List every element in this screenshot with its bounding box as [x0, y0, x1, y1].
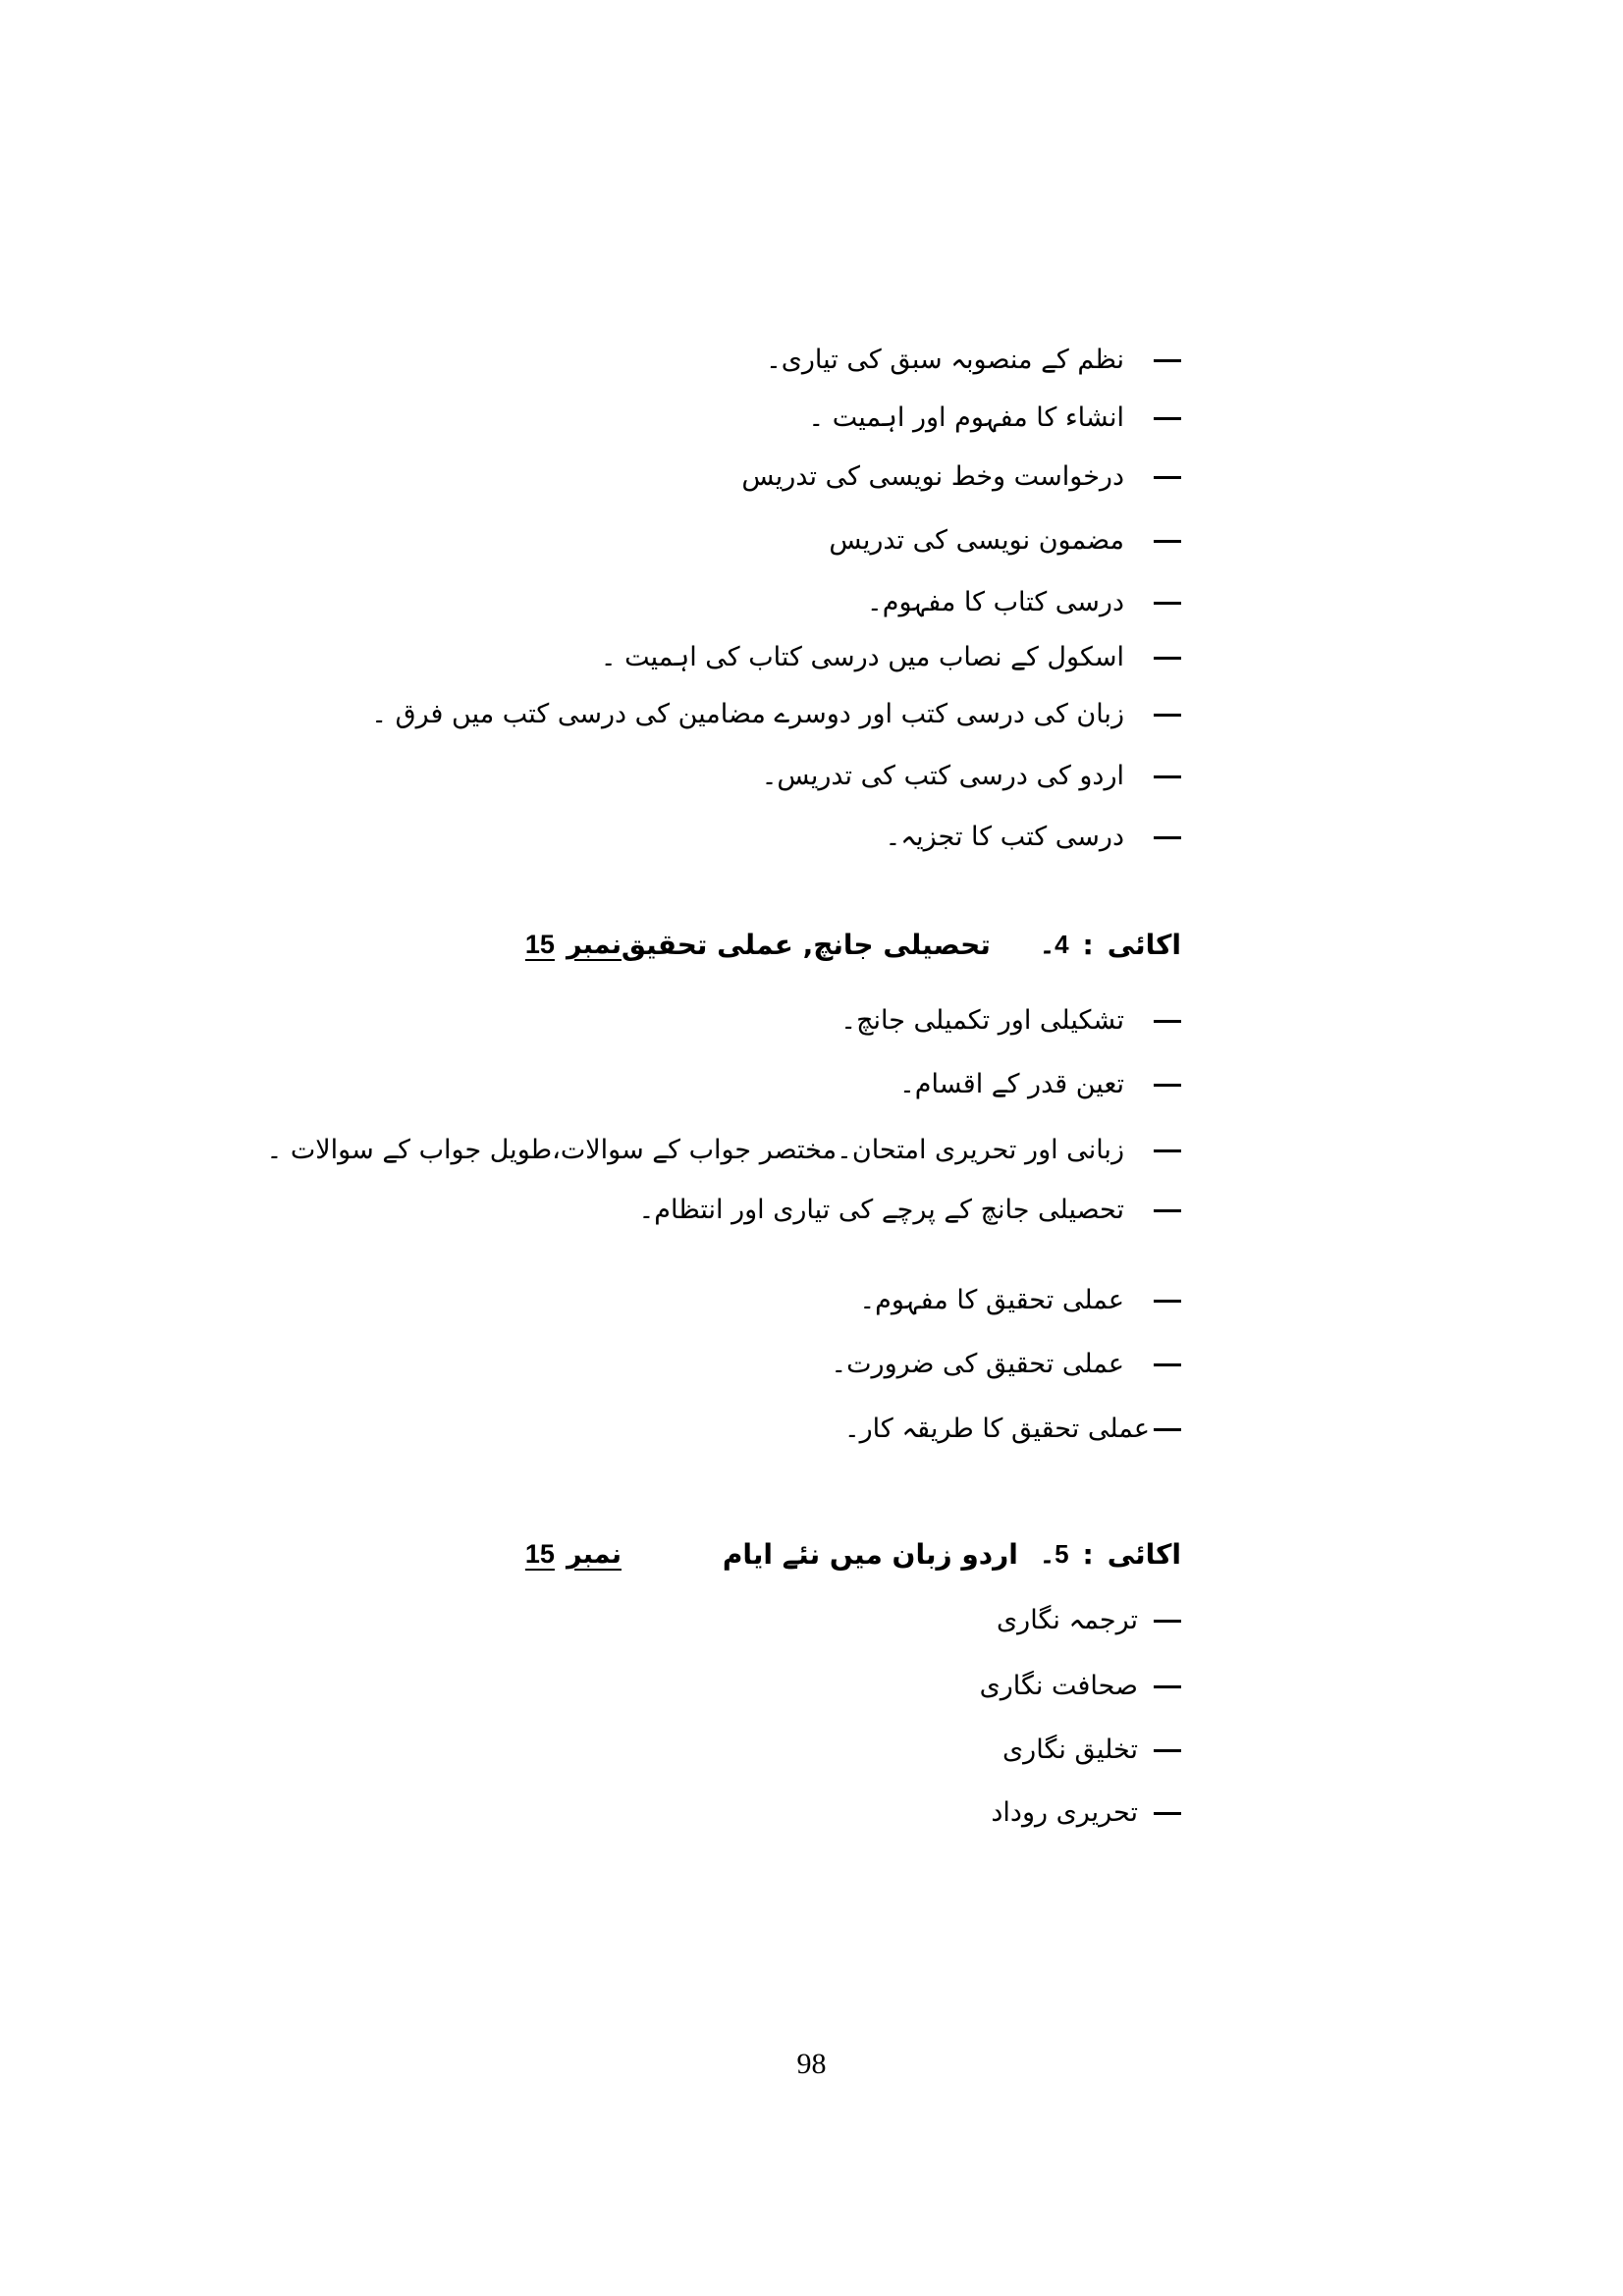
- dash-marker: [1154, 1363, 1181, 1366]
- dash-marker: [1154, 1209, 1181, 1212]
- dash-marker: [1154, 1428, 1181, 1431]
- list-item: [1002, 1721, 1181, 1780]
- list-item-text: عملی تحقیق کا مفہوم۔: [859, 1285, 1124, 1315]
- list-item-text: زبان کی درسی کتب اور دوسرے مضامین کی درسی کتب میں فرق ۔: [371, 699, 1124, 729]
- list-item: [829, 511, 1181, 570]
- unit-label: اکائی: [1107, 1537, 1181, 1571]
- dash-marker: [1154, 1620, 1181, 1623]
- list-item-text: تعین قدر کے اقسام۔: [898, 1069, 1124, 1099]
- unit-5-marks: [525, 1524, 622, 1583]
- dash-marker: [1154, 540, 1181, 543]
- list-item: [867, 573, 1181, 632]
- list-item-text: درخواست وخط نویسی کی تدریس: [741, 461, 1124, 492]
- dash-marker: [1154, 417, 1181, 420]
- list-item-text: مضمون نویسی کی تدریس: [829, 525, 1124, 556]
- list-item-text: صحافت نگاری: [979, 1671, 1138, 1701]
- list-item-text: ترجمہ نگاری: [997, 1605, 1138, 1635]
- dash-marker: [1154, 1685, 1181, 1688]
- list-item-text: تحصیلی جانچ کے پرچے کی تیاری اور انتظام۔: [638, 1195, 1124, 1225]
- list-item: [766, 331, 1181, 390]
- unit-colon: :: [1082, 1537, 1094, 1571]
- unit-label: اکائی: [1107, 928, 1181, 961]
- dash-marker: [1154, 476, 1181, 479]
- list-item-text: درسی کتاب کا مفہوم۔: [866, 587, 1124, 617]
- list-item: [601, 628, 1181, 687]
- list-item-text: عملی تحقیق کی ضرورت۔: [831, 1349, 1124, 1379]
- marks-value: 15: [524, 1538, 555, 1569]
- unit-title: اردو زبان میں نئے ایام: [722, 1537, 1018, 1571]
- unit-number: 4۔: [1039, 929, 1069, 959]
- list-item: [980, 1657, 1181, 1716]
- unit-colon: :: [1082, 928, 1094, 961]
- list-item-text: زبانی اور تحریری امتحان۔مختصر جواب کے سوالات،طویل جواب کے سوالات ۔: [266, 1135, 1124, 1165]
- marks-value: 15: [524, 929, 555, 959]
- list-item: [997, 1591, 1181, 1650]
- page-number: 98: [796, 2048, 827, 2080]
- list-item: [762, 747, 1181, 806]
- list-item: [371, 685, 1181, 744]
- list-item: [859, 1271, 1181, 1330]
- dash-marker: [1154, 775, 1181, 778]
- list-item: [638, 1181, 1181, 1240]
- marks-label: نمبر: [566, 1538, 622, 1570]
- list-item: [808, 389, 1181, 448]
- list-item-text: اسکول کے نصاب میں درسی کتاب کی اہمیت ۔: [600, 642, 1124, 672]
- dash-marker: [1154, 657, 1181, 660]
- list-item: [831, 1335, 1181, 1394]
- unit-4-marks: [525, 915, 622, 974]
- dash-marker: [1154, 1020, 1181, 1023]
- unit-4-title-group: [622, 915, 1181, 974]
- list-item-text: عملی تحقیق کا طریقہ کار۔: [843, 1414, 1150, 1444]
- list-item: [741, 448, 1181, 507]
- dash-marker: [1154, 602, 1181, 605]
- unit-4-heading: [0, 915, 1623, 974]
- list-item: [266, 1121, 1181, 1180]
- unit-title: تحصیلی جانچ, عملی تحقیق: [621, 928, 991, 961]
- dash-marker: [1154, 359, 1181, 362]
- list-item-text: اردو کی درسی کتب کی تدریس۔: [761, 761, 1124, 791]
- list-item: [991, 1784, 1181, 1842]
- list-item-text: تحریری روداد: [991, 1797, 1138, 1828]
- unit-number: 5۔: [1039, 1538, 1069, 1569]
- list-item: [844, 1400, 1181, 1459]
- dash-marker: [1154, 1084, 1181, 1087]
- unit-5-title-group: [723, 1524, 1181, 1583]
- list-item-text: درسی کتب کا تجزیہ۔: [885, 822, 1124, 852]
- list-item-text: تشکیلی اور تکمیلی جانچ۔: [840, 1005, 1124, 1036]
- list-item-text: انشاء کا مفہوم اور اہمیت ۔: [808, 402, 1124, 433]
- marks-label: نمبر: [566, 929, 622, 960]
- dash-marker: [1154, 1812, 1181, 1815]
- dash-marker: [1154, 1300, 1181, 1303]
- list-item: [899, 1055, 1181, 1114]
- list-item-text: نظم کے منصوبہ سبق کی تیاری۔: [765, 345, 1124, 375]
- dash-marker: [1154, 1749, 1181, 1752]
- list-item: [840, 991, 1181, 1050]
- dash-marker: [1154, 714, 1181, 717]
- list-item: [885, 808, 1181, 867]
- list-item-text: تخلیق نگاری: [1002, 1735, 1138, 1765]
- unit-5-heading: [0, 1524, 1623, 1583]
- dash-marker: [1154, 836, 1181, 839]
- dash-marker: [1154, 1149, 1181, 1152]
